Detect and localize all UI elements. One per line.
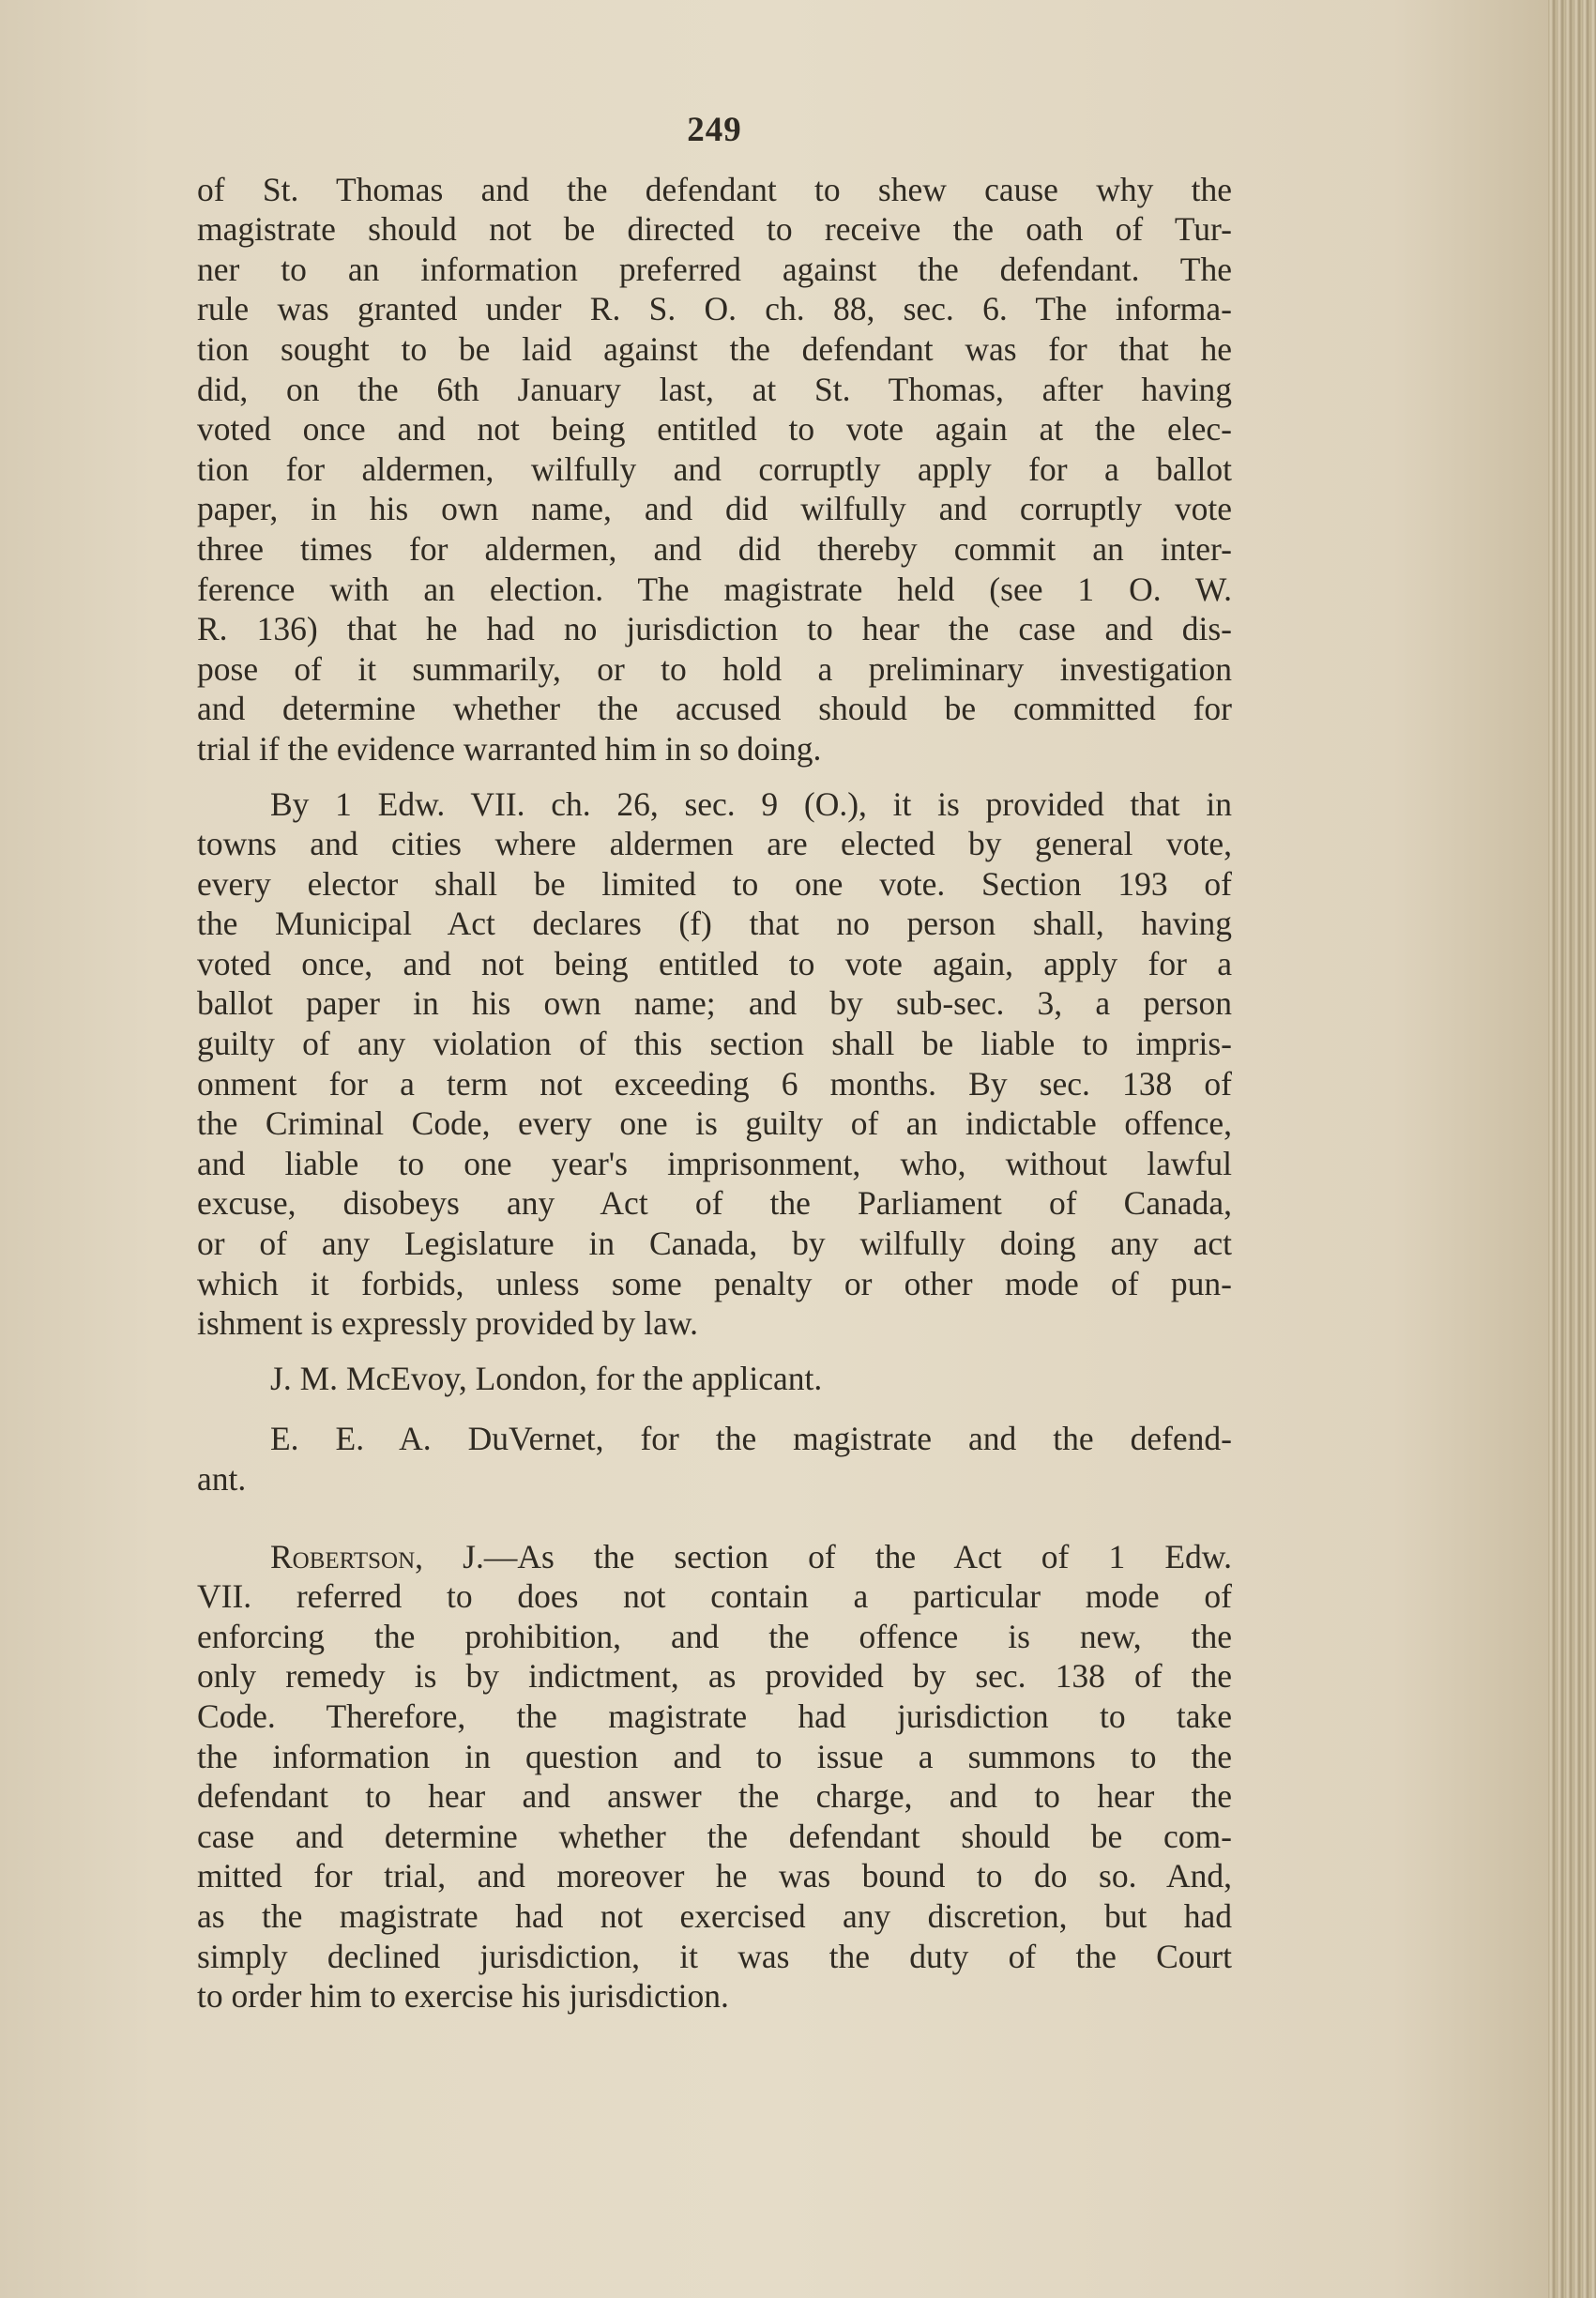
text-line: or of any Legislature in Canada, by wilfully doing any act bbox=[197, 1225, 1232, 1263]
text-line: towns and cities where aldermen are elected by general vote, bbox=[197, 825, 1232, 863]
judgment-rest bbox=[197, 1576, 1232, 2016]
text-line: tion for aldermen, wilfully and corruptly apply for a ballot bbox=[197, 449, 1232, 488]
text-line: three times for aldermen, and did thereby commit an inter- bbox=[197, 529, 1232, 568]
text-column bbox=[197, 111, 1232, 2016]
text-line: paper, in his own name, and did wilfully and corruptly vote bbox=[197, 490, 1232, 528]
judgment-line bbox=[197, 1537, 1232, 1577]
text-line: trial if the evidence warranted him in so doing. bbox=[197, 729, 822, 768]
text-line: and liable to one year's imprisonment, who, without lawful bbox=[197, 1144, 1232, 1182]
text-line: By 1 Edw. VII. ch. 26, sec. 9 (O.), it is provided that in bbox=[270, 784, 1232, 823]
text-line: enforcing the prohibition, and the offence is new, the bbox=[197, 1617, 1232, 1655]
text-line: excuse, disobeys any Act of the Parliament of Canada, bbox=[197, 1184, 1232, 1223]
text-line: simply declined jurisdiction, it was the duty of the Court bbox=[197, 1937, 1232, 1975]
text-line: voted once and not being entitled to vote again at the elec- bbox=[197, 410, 1232, 449]
paragraph-judgment bbox=[197, 1537, 1232, 2016]
text-line: did, on the 6th January last, at St. Thomas, after having bbox=[197, 370, 1232, 408]
judge-name: Robertson bbox=[270, 1537, 416, 1575]
page-edges bbox=[1548, 0, 1596, 2298]
text-line: the Criminal Code, every one is guilty of an indictable offence, bbox=[197, 1104, 1232, 1143]
paragraph-counsel-magistrate bbox=[197, 1419, 1232, 1499]
paragraph-counsel-applicant bbox=[197, 1359, 1232, 1399]
text-line: R. 136) that he had no jurisdiction to hear the case and dis- bbox=[197, 610, 1232, 648]
text-line: ner to an information preferred against the defendant. The bbox=[197, 250, 1232, 288]
text-line: the Municipal Act declares (f) that no person shall, having bbox=[197, 905, 1232, 943]
text-line: guilty of any violation of this section shall be liable to impris- bbox=[197, 1025, 1232, 1063]
text-line: rule was granted under R. S. O. ch. 88, sec. 6. The informa- bbox=[197, 290, 1232, 328]
text-line: tion sought to be laid against the defendant was for that he bbox=[197, 329, 1232, 368]
text-line: magistrate should not be directed to receive the oath of Tur- bbox=[197, 210, 1232, 249]
text-line: the information in question and to issue a summons to the bbox=[197, 1737, 1232, 1775]
judgment-line-text: , J.—As the section of the Act of 1 Edw. bbox=[415, 1537, 1232, 1575]
text-line: pose of it summarily, or to hold a preliminary investigation bbox=[197, 649, 1232, 688]
text-line: only remedy is by indictment, as provided by sec. 138 of the bbox=[197, 1657, 1232, 1696]
text-line: mitted for trial, and moreover he was bound to do so. And, bbox=[197, 1857, 1232, 1895]
text-line: E. E. A. DuVernet, for the magistrate and the defend- bbox=[270, 1420, 1232, 1458]
text-line: as the magistrate had not exercised any discretion, but had bbox=[197, 1896, 1232, 1935]
text-line: every elector shall be limited to one vote. Section 193 of bbox=[197, 864, 1232, 903]
text-line: ballot paper in his own name; and by sub-sec. 3, a person bbox=[197, 984, 1232, 1023]
text-line: ishment is expressly provided by law. bbox=[197, 1304, 699, 1343]
paragraph-statute bbox=[197, 784, 1232, 1344]
text-line: and determine whether the accused should be committed for bbox=[197, 690, 1232, 728]
text-line: case and determine whether the defendant should be com- bbox=[197, 1817, 1232, 1855]
text-line: VII. referred to does not contain a particular mode of bbox=[197, 1577, 1232, 1616]
text-line: of St. Thomas and the defendant to shew cause why the bbox=[197, 170, 1232, 208]
page-number: 249 bbox=[687, 111, 742, 149]
text-line: defendant to hear and answer the charge, and to hear the bbox=[197, 1777, 1232, 1816]
text-line: which it forbids, unless some penalty or other mode of pun- bbox=[197, 1264, 1232, 1302]
paragraph-continuation bbox=[197, 170, 1232, 769]
text-line: to order him to exercise his jurisdiction. bbox=[197, 1977, 729, 2016]
text-line: onment for a term not exceeding 6 months. By sec. 138 of bbox=[197, 1064, 1232, 1103]
text-line: J. M. McEvoy, London, for the applicant. bbox=[270, 1359, 823, 1397]
text-line: voted once, and not being entitled to vote again, apply for a bbox=[197, 944, 1232, 982]
text-line: ant. bbox=[197, 1460, 247, 1498]
text-line: ference with an election. The magistrate held (see 1 O. W. bbox=[197, 570, 1232, 608]
text-line: Code. Therefore, the magistrate had jurisdiction to take bbox=[197, 1697, 1232, 1735]
